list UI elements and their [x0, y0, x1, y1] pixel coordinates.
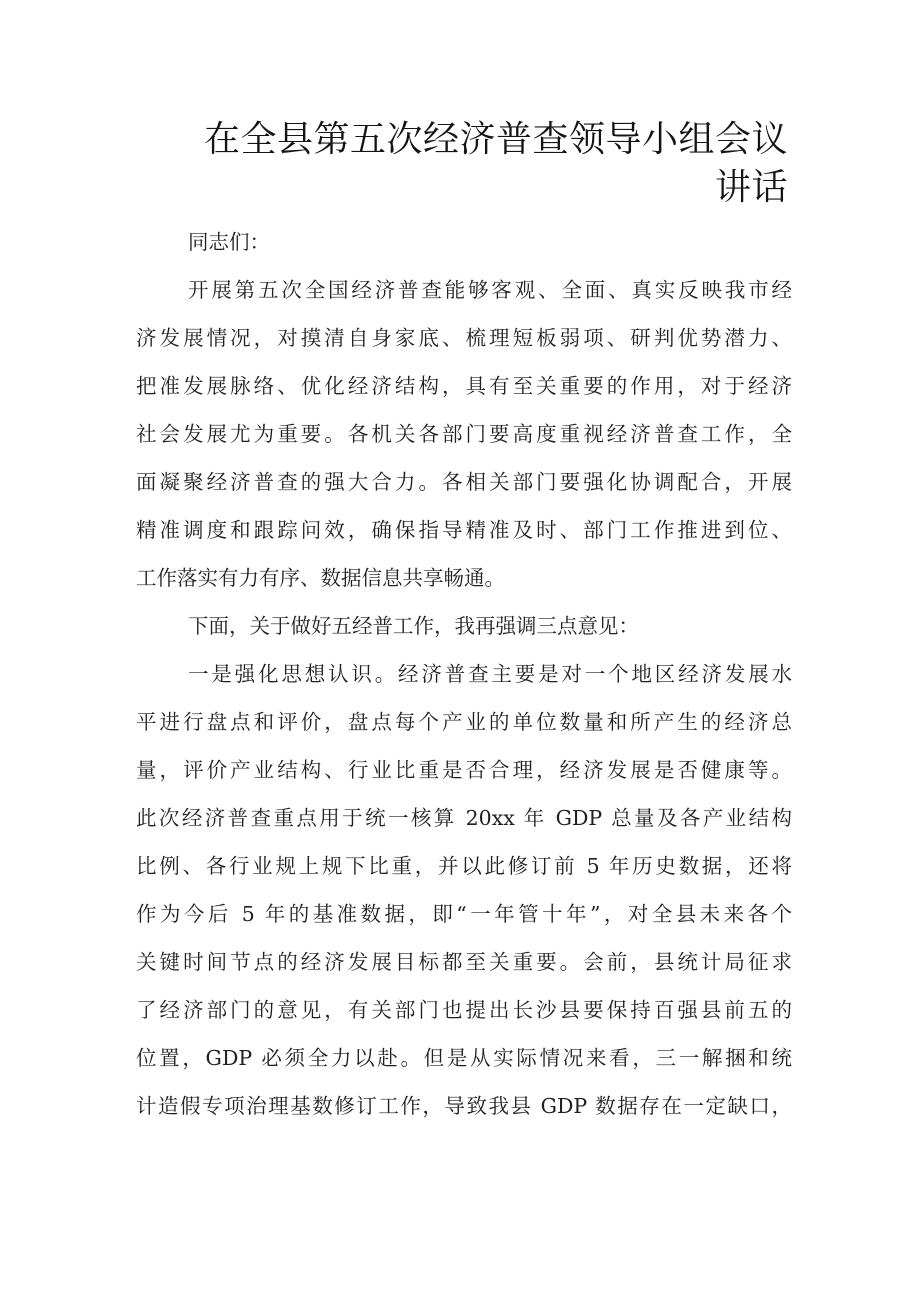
paragraph-line: 位置，GDP 必须全力以赴。但是从实际情况来看，三一解捆和统 — [136, 1046, 792, 1070]
paragraph-line: 了经济部门的意见，有关部门也提出长沙县要保持百强县前五的 — [136, 998, 792, 1022]
title-line-1: 在全县第五次经济普查领导小组会议 — [203, 119, 788, 160]
document-title — [200, 116, 788, 212]
paragraph-line: 工作落实有力有序、数据信息共享畅通。 — [136, 566, 505, 590]
paragraph-1 — [136, 266, 792, 602]
paragraph-line: 计造假专项治理基数修订工作，导致我县 GDP 数据存在一定缺口， — [136, 1094, 792, 1118]
paragraph-3 — [136, 650, 792, 1130]
paragraph-line: 一是强化思想认识。经济普查主要是对一个地区经济发展水 — [188, 662, 792, 686]
paragraph-line: 量，评价产业结构、行业比重是否合理，经济发展是否健康等。 — [136, 758, 792, 782]
paragraph-line: 社会发展尤为重要。各机关各部门要高度重视经济普查工作，全 — [136, 422, 792, 446]
paragraph-line: 作为今后 5 年的基准数据，即“一年管十年”，对全县未来各个 — [136, 902, 792, 926]
salutation: 同志们： — [188, 230, 270, 254]
title-line-2: 讲话 — [714, 167, 788, 208]
paragraph-line: 精准调度和跟踪问效，确保指导精准及时、部门工作推进到位、 — [136, 518, 792, 542]
paragraph-line: 平进行盘点和评价，盘点每个产业的单位数量和所产生的经济总 — [136, 710, 792, 734]
paragraph-line: 比例、各行业规上规下比重，并以此修订前 5 年历史数据，还将 — [136, 854, 792, 878]
paragraph-line: 开展第五次全国经济普查能够客观、全面、真实反映我市经 — [188, 278, 792, 302]
paragraph-line: 此次经济普查重点用于统一核算 20xx 年 GDP 总量及各产业结构 — [136, 806, 792, 830]
paragraph-line: 下面，关于做好五经普工作，我再强调三点意见： — [188, 614, 639, 638]
paragraph-line: 把准发展脉络、优化经济结构，具有至关重要的作用，对于经济 — [136, 374, 792, 398]
paragraph-line: 关键时间节点的经济发展目标都至关重要。会前，县统计局征求 — [136, 950, 792, 974]
paragraph-line: 济发展情况，对摸清自身家底、梳理短板弱项、研判优势潜力、 — [136, 326, 792, 350]
paragraph-line: 面凝聚经济普查的强大合力。各相关部门要强化协调配合，开展 — [136, 470, 792, 494]
document-body — [136, 218, 792, 1130]
paragraph-2 — [136, 602, 792, 650]
